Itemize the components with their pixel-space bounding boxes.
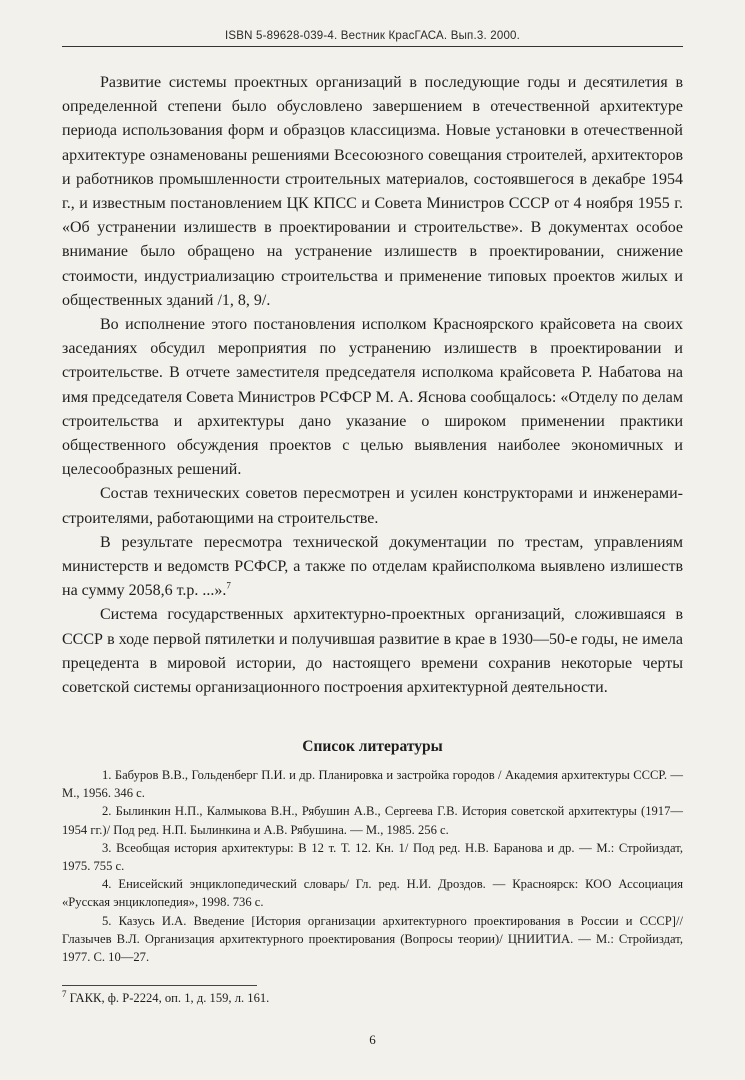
reference-item: 3. Всеобщая история архитектуры: В 12 т. Т. 12. Кн. 1/ Под ред. Н.В. Баранова и др. — М.: Стройиздат, 1975. 755 с. bbox=[62, 840, 683, 874]
footnote-ref[interactable]: 7 bbox=[226, 580, 231, 591]
paragraph-2: Во исполнение этого постановления исполком Красноярского крайсовета на своих заседаниях обсудил мероприятия по устранению излишеств в проектировании и строительстве. В отчете заместителя председателя исполкома крайсовета Р. Набатова на имя председателя Совета Министров РСФСР М. А. Яснова сообщалось: «Отделу по делам строительства и архитектуры дано указание о широком применении практики общественного обсуждения проектов с целью выявления наиболее экономичных и целесообразных решений. bbox=[62, 316, 683, 479]
footnote-text: ГАКК, ф. Р-2224, оп. 1, д. 159, л. 161. bbox=[66, 991, 270, 1005]
paragraph-5: Система государственных архитектурно-проектных организаций, сложившаяся в СССР в ходе первой пятилетки и получившая развитие в крае в 1930—50-е годы, не имела прецедента в мировой истории, до настоящего времени сохранив некоторые черты советской системы организационного построения архитектурной деятельности. bbox=[62, 606, 683, 697]
paragraph-4-text: В результате пересмотра технической документации по трестам, управлениям министерств и ведомств РСФСР, а также по отделам крайисполкома выявлено излишеств на сумму 2058,6 т.р. ...». bbox=[62, 533, 683, 600]
reference-item: 5. Казусь И.А. Введение [История организации архитектурного проектирования в России и СССР]// Глазычев В.Л. Организация архитектурного проектирования (Вопросы теории)/ ЦНИИТИА. — М.: Стройиздат, 1977. С. 10—27. bbox=[62, 913, 683, 965]
paragraph-4 bbox=[62, 531, 683, 604]
running-header: ISBN 5-89628-039-4. Вестник КрасГАСА. Вып.3. 2000. bbox=[224, 30, 521, 42]
reference-item: 1. Бабуров В.В., Гольденберг П.И. и др. Планировка и застройка городов / Академия архитектуры СССР. — М., 1956. 346 с. bbox=[62, 768, 683, 801]
references-title: Список литературы bbox=[302, 738, 443, 755]
footnote bbox=[62, 988, 683, 1006]
reference-item: 4. Енисейский энциклопедический словарь/ Гл. ред. Н.И. Дроздов. — Красноярск: КОО Ассоциация «Русская энциклопедия», 1998. 736 с. bbox=[62, 877, 683, 910]
main-text bbox=[62, 71, 683, 700]
header-rule bbox=[62, 46, 683, 47]
page-number: 6 bbox=[369, 1032, 376, 1047]
references-list bbox=[62, 766, 683, 966]
footnote-marker: 7 bbox=[62, 988, 67, 999]
paragraph-3: Состав технических советов пересмотрен и усилен конструкторами и инженерами-строителями, работающими на строительстве. bbox=[62, 485, 683, 527]
reference-item: 2. Былинкин Н.П., Калмыкова В.Н., Рябушин А.В., Сергеева Г.В. История советской архитектуры (1917—1954 гг.)/ Под ред. Н.П. Былинкина и А.В. Рябушина. — М., 1985. 256 с. bbox=[62, 804, 683, 837]
paragraph-1: Развитие системы проектных организаций в последующие годы и десятилетия в определенной степени было обусловлено завершением в отечественной архитектуре периода использования форм и образцов классицизма. Новые установки в отечественной архитектуре ознаменованы решениями Всесоюзного совещания строителей, архитекторов и работников промышленности строительных материалов, состоявшегося в декабре 1954 г., и известным постановлением ЦК КПСС и Совета Министров СССР от 4 ноября 1955 г. «Об устранении излишеств в проектировании и строительстве». В документах особое внимание было обращено на устранение излишеств в проектировании, снижение стоимости, индустриализацию строительства и применение типовых проектов жилых и общественных зданий /1, 8, 9/. bbox=[62, 74, 683, 309]
footnote-rule bbox=[62, 985, 257, 986]
